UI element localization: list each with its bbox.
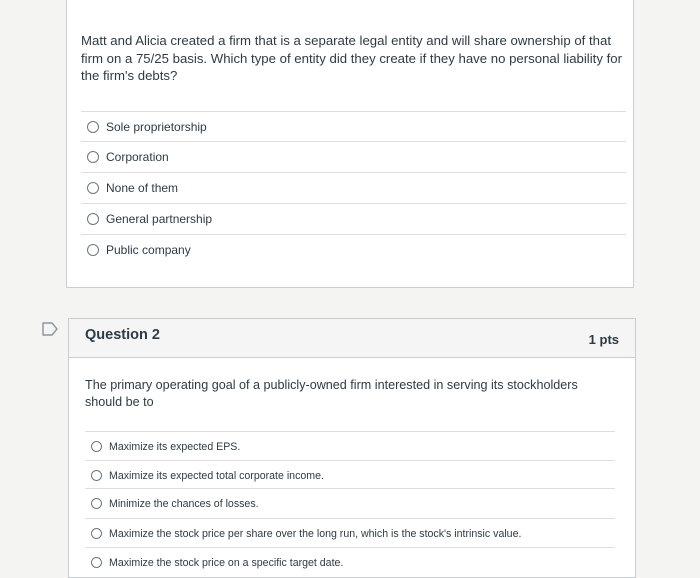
radio-button[interactable] [91, 470, 102, 481]
radio-button[interactable] [91, 498, 102, 509]
option-label: Maximize the stock price on a specific target date. [109, 556, 344, 569]
option-label: Minimize the chances of losses. [109, 497, 259, 510]
question-title: Question 2 [85, 327, 160, 343]
radio-button[interactable] [87, 151, 99, 163]
option-label: Public company [106, 243, 191, 257]
option-label: Maximize its expected EPS. [109, 440, 241, 453]
option-label: None of them [106, 181, 179, 195]
radio-button[interactable] [87, 213, 99, 225]
question-1-option-5[interactable] [81, 234, 626, 265]
question-1-option-4[interactable] [81, 203, 626, 234]
question-2-option-2[interactable] [85, 460, 615, 490]
option-label: Maximize the stock price per share over the long run, which is the stock's intrinsic value. [109, 527, 522, 540]
option-label: Sole proprietorship [106, 120, 207, 134]
radio-button[interactable] [91, 557, 102, 568]
radio-button[interactable] [87, 244, 99, 256]
question-2-card [68, 318, 636, 578]
question-2-text: The primary operating goal of a publicly-owned firm interested in serving its stockholders should be to [85, 378, 578, 409]
radio-button[interactable] [91, 528, 102, 539]
radio-button[interactable] [87, 121, 99, 133]
question-1-option-3[interactable] [81, 172, 626, 203]
radio-button[interactable] [87, 182, 99, 194]
question-2-option-1[interactable] [85, 431, 615, 461]
question-2-header [69, 319, 635, 358]
option-label: Corporation [106, 150, 169, 164]
question-1-card [66, 0, 634, 288]
question-2-option-3[interactable] [85, 488, 615, 518]
question-points: 1 pts [588, 332, 619, 347]
radio-button[interactable] [91, 441, 102, 452]
question-2-option-5[interactable] [85, 547, 615, 577]
bookmark-icon[interactable] [42, 322, 58, 336]
option-label: General partnership [106, 212, 213, 226]
question-1-option-2[interactable] [81, 141, 626, 172]
question-2-option-4[interactable] [85, 518, 615, 548]
question-1-text: Matt and Alicia created a firm that is a separate legal entity and will share ownership of that firm on a 75/25 basis. Which type of entity did they create if they have no personal liability for the firm's debts? [81, 33, 622, 83]
option-label: Maximize its expected total corporate income. [109, 469, 324, 482]
question-1-option-1[interactable] [81, 111, 626, 142]
